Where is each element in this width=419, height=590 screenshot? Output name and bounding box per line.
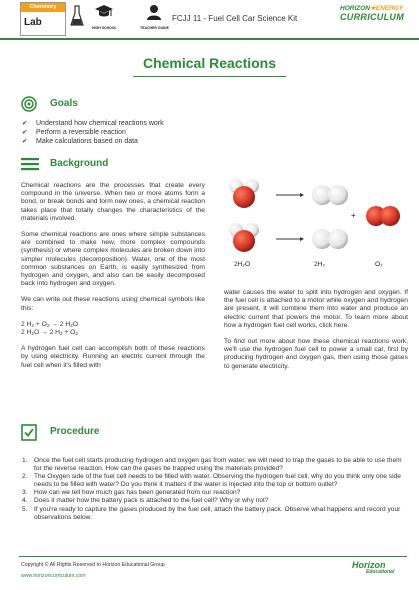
- background-paragraph: A hydrogen fuel cell can accomplish both of these reactions by using electricity. Running an electric current through the fuel cell when it's filled with: [21, 345, 205, 369]
- procedure-step: 5. If you're ready to capture the gases produced by the fuel cell, attach the battery pack. Observe what happens and record your observations below.: [22, 505, 401, 521]
- synthesis-equation: 2 $H_2 + O_2 \to 2$ $H_2O$: [21, 320, 78, 328]
- brand-energy: ENERGY: [375, 5, 404, 12]
- subject-badge: [20, 2, 66, 36]
- goals-heading: Goals: [50, 98, 78, 109]
- water-label: 2H₂O: [234, 261, 251, 268]
- teacher-guide-icon: [140, 4, 169, 30]
- background-paragraph: To find out more about how these chemical reactions work, we'll use the hydrogen fuel cell to power a small car, first by producing hydrogen and oxygen gas, then using those gases to generate electricity.: [224, 338, 408, 370]
- goals-list: [22, 120, 164, 146]
- reaction-arrow-2: [276, 237, 304, 241]
- target-icon: [21, 96, 37, 112]
- title-underline: [133, 76, 286, 77]
- page-header: [0, 0, 419, 40]
- goal-item: ✔ Make calculations based on data: [22, 138, 164, 147]
- page-title: Chemical Reactions: [142, 55, 277, 71]
- footer-url-link[interactable]: www.horizoncurriculum.com: [21, 573, 86, 579]
- water-molecule-1: [229, 179, 259, 208]
- procedure-step: 1. Once the fuel cell starts producing hydrogen and oxygen gas from water, we will need to trap the gases to be able to use them for the reverse reaction. How can the gases be trapped using the materials provided?: [22, 457, 402, 473]
- footer-copyright: Copyright © All Rights Reserved to Horizon Educational Group: [21, 562, 165, 568]
- oxygen-label: O₂: [375, 261, 383, 268]
- hydrogen-molecule-2: [312, 229, 348, 249]
- brand-horizon: HORIZON: [340, 5, 370, 12]
- brand-logo: [340, 6, 404, 22]
- procedure-heading: Procedure: [50, 426, 100, 437]
- brand-star-icon: ★: [369, 5, 376, 12]
- background-paragraph: Chemical reactions are the processes that create every compound in the universe. When two or more atoms form a bond, or break bonds and form new ones, a chemical reaction takes place that totally changes the characteristics of the materials involved.: [21, 182, 205, 222]
- decomposition-equation: 2 $H_2O \to 2$ $H_2 + O_2$: [21, 329, 78, 337]
- background-left-column: [21, 182, 205, 378]
- high-school-icon: [92, 4, 117, 30]
- badge-subject: Chemistry: [21, 3, 65, 12]
- reaction-arrow-1: [276, 193, 304, 197]
- hydrogen-label: 2H₂: [314, 261, 325, 268]
- brand-curriculum: CURRICULUM: [340, 11, 404, 22]
- hydrogen-molecule-1: [312, 185, 348, 205]
- oxygen-molecule: [366, 206, 400, 226]
- list-icon: [21, 157, 39, 171]
- goal-item: ✔ Understand how chemical reactions work: [22, 120, 164, 129]
- background-heading: Background: [50, 158, 109, 169]
- horizon-logo: [352, 561, 394, 575]
- water-molecule-2: [229, 223, 259, 252]
- goal-item: ✔ Perform a reversible reaction: [22, 129, 164, 138]
- kit-title: FCJJ 11 - Fuel Cell Car Science Kit: [172, 14, 298, 23]
- background-paragraph: We can write out these reactions using chemical symbols like this:: [21, 296, 205, 312]
- procedure-steps: [22, 457, 407, 522]
- background-paragraph: water causes the water to split into hydrogen and oxygen. If the fuel cell is attached to a motor while oxygen and hydrogen are present, it will combine them into water and produce an electric current that powers the motor. To learn more about how a hydrogen fuel cell works, click here.: [224, 289, 408, 329]
- procedure-step: 2. The Oxygen side of the fuel cell needs to be filled with water. Observing the hydrogen fuel cell, why do you think only one side needs to be filled with water? Do you think it matters if the water is injected into the top or bottom outlet?: [22, 473, 401, 489]
- checklist-icon: [21, 424, 37, 441]
- badge-label: Lab: [24, 17, 42, 28]
- high-school-caption: HIGH SCHOOL: [92, 26, 117, 30]
- flask-icon: [70, 5, 84, 27]
- background-right-column: [224, 289, 408, 379]
- plus-sign: +: [351, 211, 356, 220]
- logo-line1: Horizon: [352, 560, 386, 570]
- background-paragraph: Some chemical reactions are ones where simple substances are combined to make new, more complex compounds (synthesis) or where complex molecules are broken down into simpler molecules (decomposition). Water, one of the most common substances on Earth, is easily synthesized from hydrogen and oxygen, and also can be easily decomposed back into hydrogen and oxygen.: [21, 231, 205, 288]
- footer-divider: [19, 556, 407, 557]
- logo-line2: Educational: [366, 569, 395, 575]
- procedure-step: 3. How can we tell how much gas has been generated from our reaction?: [22, 489, 241, 497]
- equation-block: [21, 321, 205, 337]
- procedure-step: 4. Does it matter how the battery pack is attached to the fuel cell? Why or why not?: [22, 497, 269, 505]
- teacher-guide-caption: TEACHER GUIDE: [140, 26, 169, 30]
